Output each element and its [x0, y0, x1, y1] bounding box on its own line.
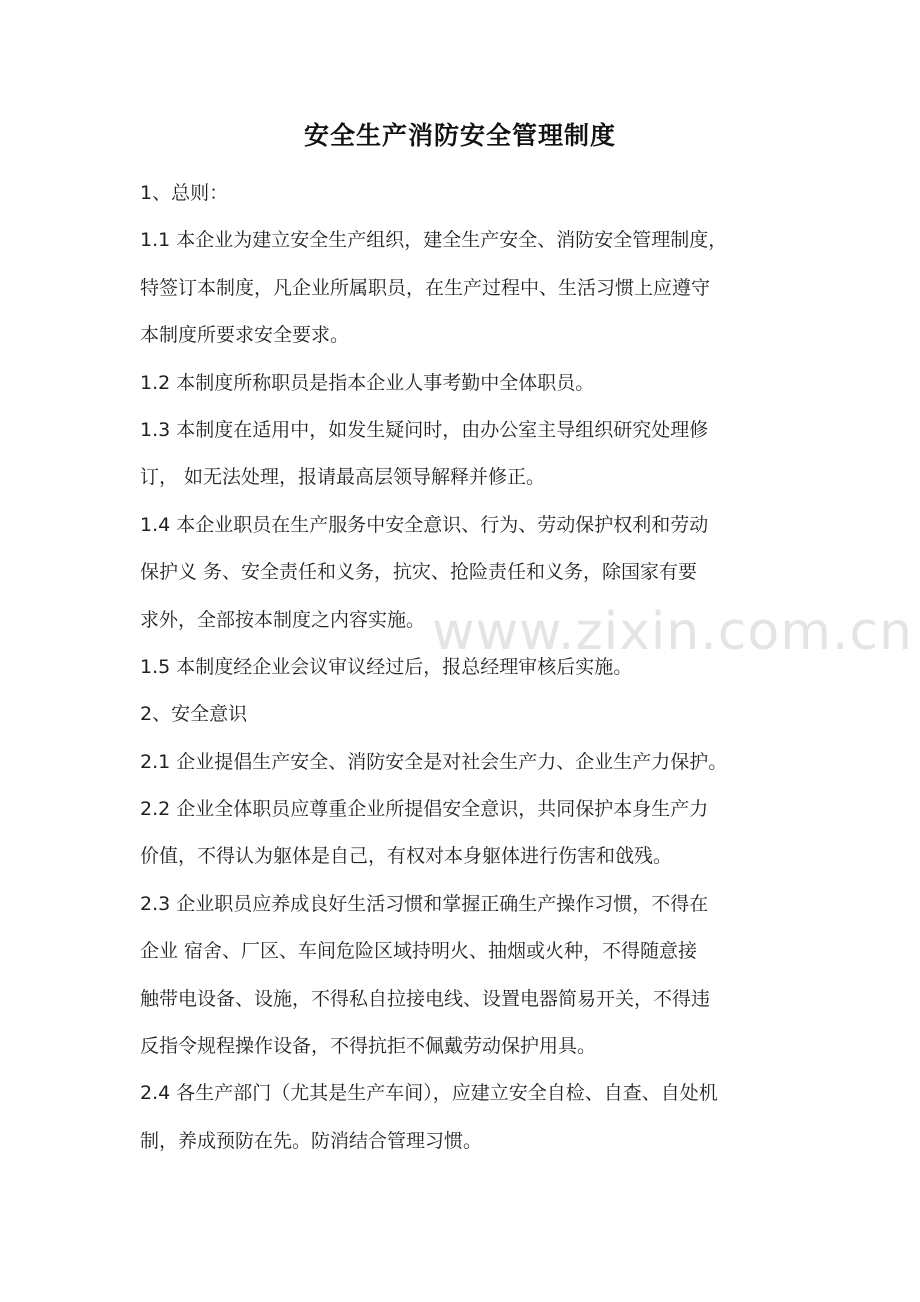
clause-1-4-line-1: 1.4 本企业职员在生产服务中安全意识、行为、劳动保护权利和劳动 — [140, 513, 709, 536]
clause-1-4-line-2: 保护义 务、安全责任和义务，抗灾、抢险责任和义务，除国家有要 — [140, 561, 698, 584]
clause-2-3-line-3: 触带电设备、设施，不得私自拉接电线、设置电器简易开关，不得违 — [140, 987, 711, 1010]
document-body — [140, 170, 782, 1165]
clause-2-1: 2.1 企业提倡生产安全、消防安全是对社会生产力、企业生产力保护。 — [140, 750, 728, 773]
clause-1-2: 1.2 本制度所称职员是指本企业人事考勤中全体职员。 — [140, 371, 595, 394]
heading-safety-awareness: 2、安全意识 — [140, 703, 248, 726]
document-title: 安全生产消防安全管理制度 — [303, 121, 616, 150]
clause-2-4-line-2: 制，养成预防在先。防消结合管理习惯。 — [140, 1129, 483, 1152]
clause-2-3-line-4: 反指令规程操作设备，不得抗拒不佩戴劳动保护用具。 — [140, 1035, 597, 1058]
clause-1-3-line-1: 1.3 本制度在适用中，如发生疑问时，由办公室主导组织研究处理修 — [140, 418, 709, 441]
site-watermark: www.zixin.com.cn — [432, 602, 913, 662]
clause-1-4-line-3: 求外，全部按本制度之内容实施。 — [140, 608, 426, 631]
clause-2-3-line-1: 2.3 企业职员应养成良好生活习惯和掌握正确生产操作习惯，不得在 — [140, 892, 709, 915]
clause-2-2-line-1: 2.2 企业全体职员应尊重企业所提倡安全意识，共同保护本身生产力 — [140, 798, 709, 821]
clause-2-4-line-1: 2.4 各生产部门（尤其是生产车间），应建立安全自检、自查、自处机 — [140, 1082, 718, 1105]
clause-1-5: 1.5 本制度经企业会议审议经过后，报总经理审核后实施。 — [140, 655, 633, 678]
clause-1-1-line-1: 1.1 本企业为建立安全生产组织，建全生产安全、消防安全管理制度， — [140, 229, 728, 252]
heading-general: 1、总则： — [140, 182, 229, 204]
clause-1-1-line-2: 特签订本制度，凡企业所属职员，在生产过程中、生活习惯上应遵守 — [140, 276, 711, 299]
clause-1-1-line-3: 本制度所要求安全要求。 — [140, 324, 350, 347]
clause-2-3-line-2: 企业 宿舍、厂区、车间危险区域持明火、抽烟或火种，不得随意接 — [140, 940, 698, 963]
clause-1-3-line-2: 订， 如无法处理，报请最高层领导解释并修正。 — [140, 466, 546, 489]
clause-2-2-line-2: 价值，不得认为躯体是自己，有权对本身躯体进行伤害和戗残。 — [140, 845, 673, 868]
